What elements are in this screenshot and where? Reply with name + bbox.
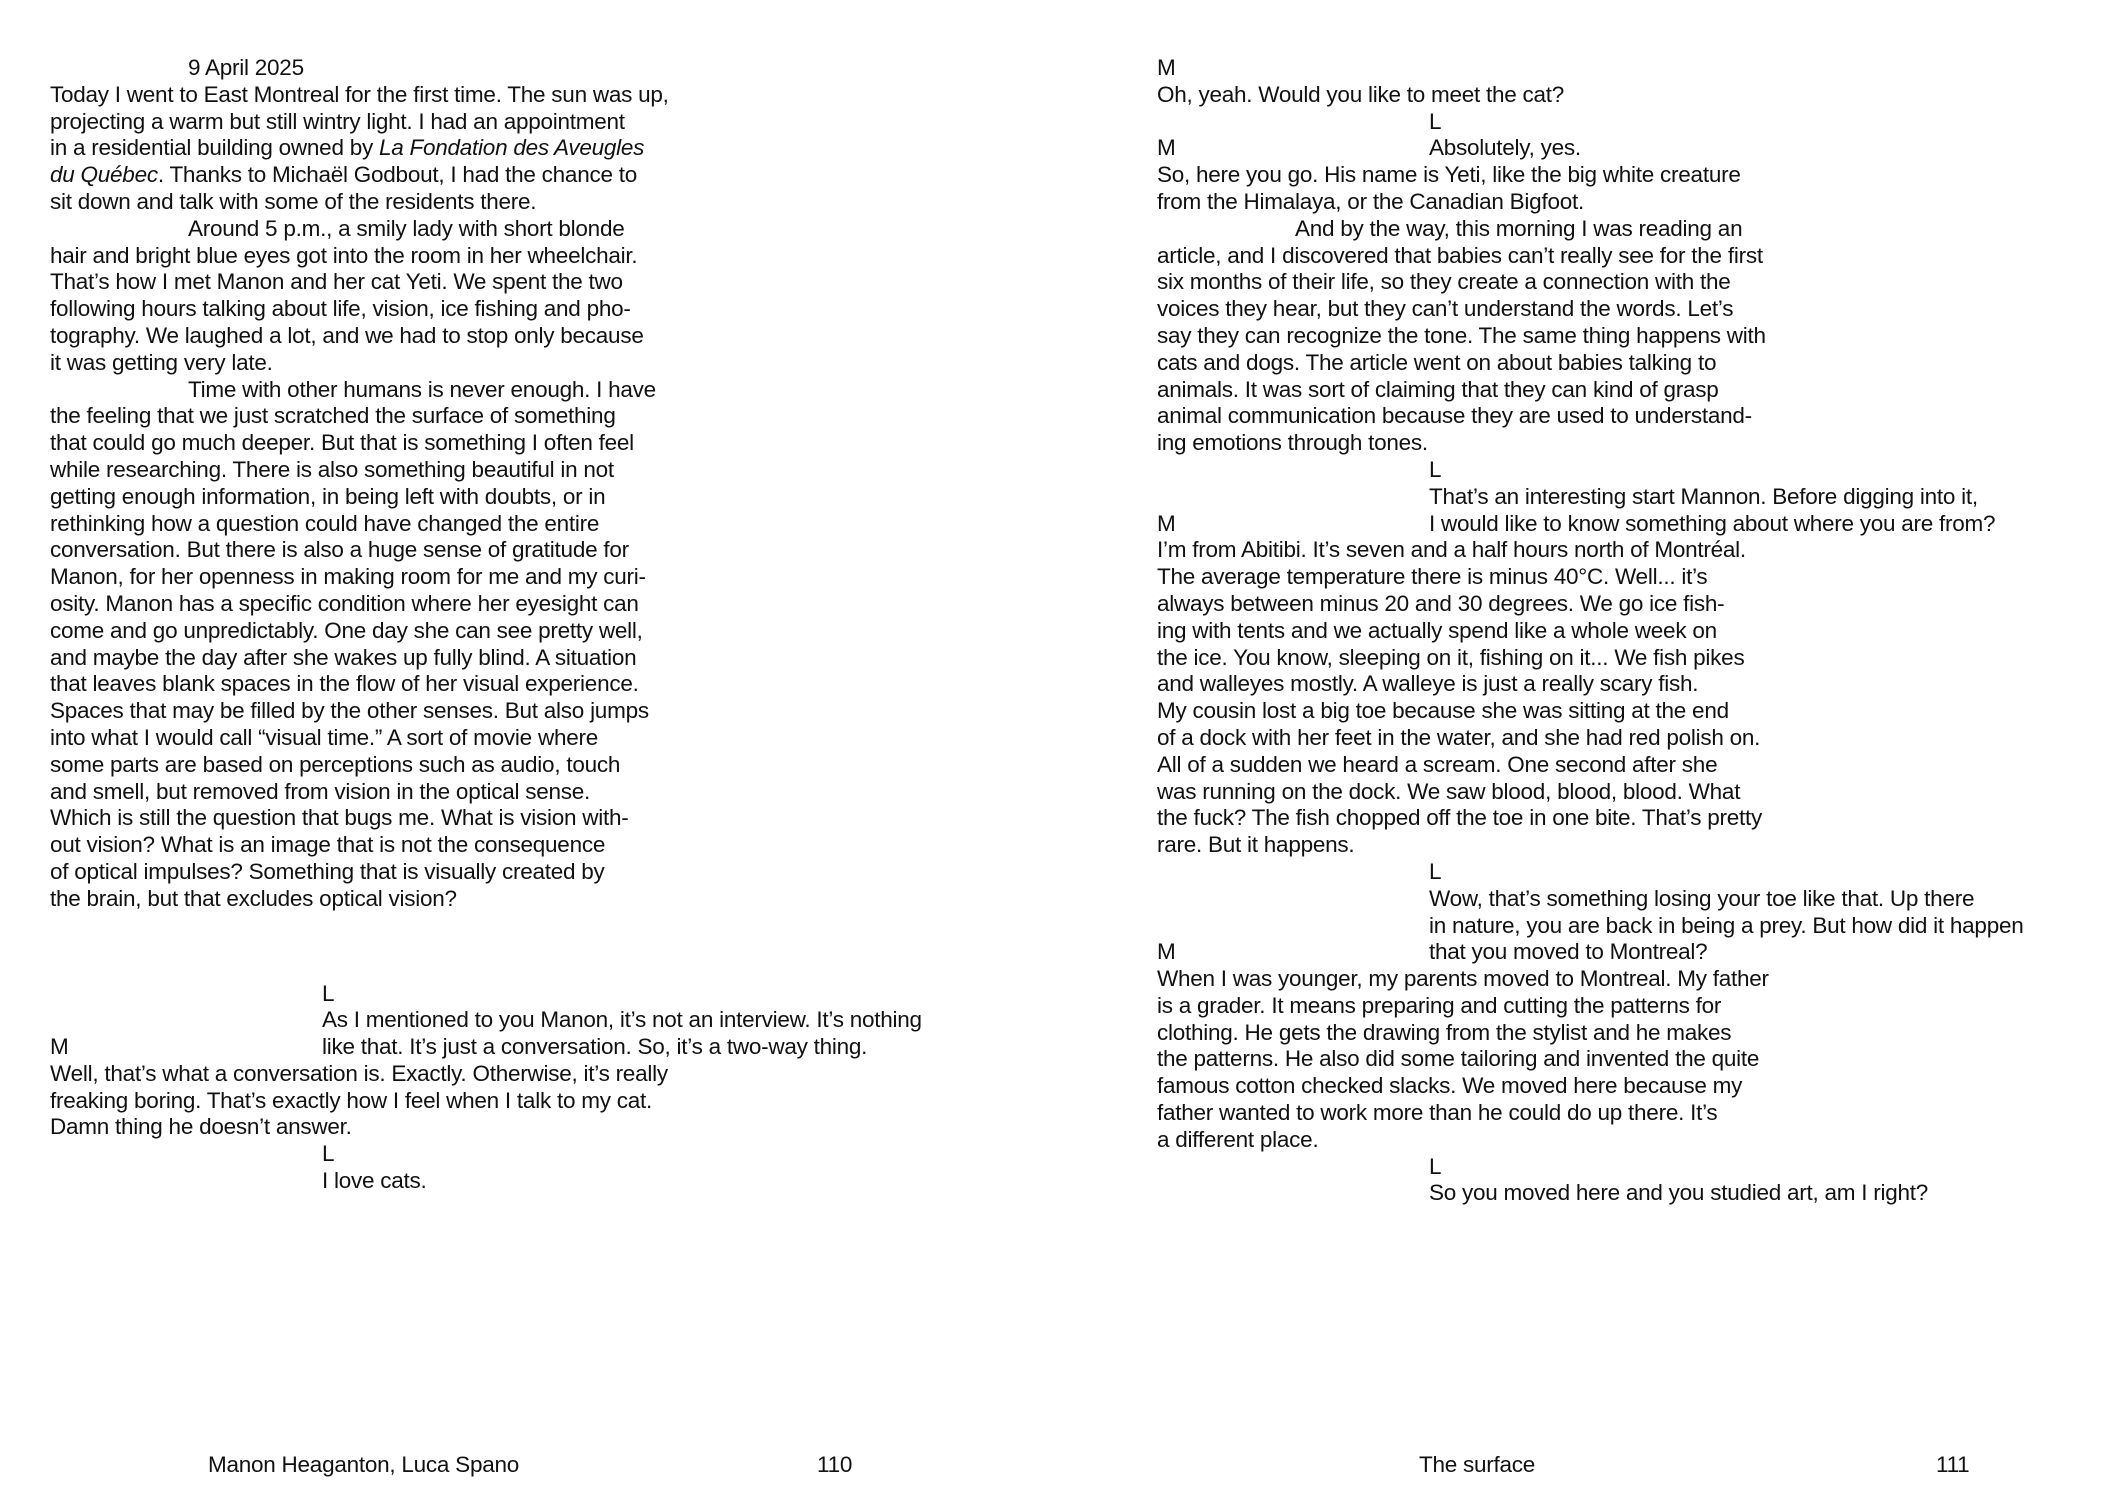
text-line <box>50 564 1030 591</box>
text-line <box>50 135 1030 162</box>
text-segment: six months of their life, so they create a connection with the <box>1157 269 1731 295</box>
text-line <box>50 1114 1030 1141</box>
text-line <box>1157 1073 2117 1100</box>
text-segment: that you moved to Montreal? <box>1429 939 1708 965</box>
text-line <box>50 162 1030 189</box>
text-line <box>1157 591 2117 618</box>
speaker-label: M <box>1157 939 1176 965</box>
speaker-label: M <box>1157 510 1176 536</box>
text-line <box>50 671 1030 698</box>
text-segment: My cousin lost a big toe because she was sitting at the end <box>1157 698 1729 724</box>
text-line <box>50 403 1030 430</box>
text-segment: So, here you go. His name is Yeti, like the big white creature <box>1157 162 1741 188</box>
text-segment: M <box>1157 55 1176 80</box>
text-segment: it was getting very late. <box>50 349 273 375</box>
text-line <box>1157 1020 2117 1047</box>
text-line <box>50 645 1030 672</box>
text-line <box>50 269 1030 296</box>
text-segment: the fuck? The fish chopped off the toe in one bite. That’s pretty <box>1157 805 1763 831</box>
text-line <box>50 216 1030 243</box>
text-segment: in nature, you are back in being a prey. But how did it happen <box>1429 912 2024 938</box>
text-line <box>1157 1127 2117 1154</box>
text-segment: out vision? What is an image that is not the consequence <box>50 832 606 858</box>
text-line <box>50 886 1030 913</box>
speaker-label-line <box>1157 859 2117 886</box>
text-segment: L <box>322 980 335 1006</box>
text-line <box>1157 913 2117 940</box>
speaker-label-line <box>50 1141 1030 1168</box>
text-segment: and walleyes mostly. A walleye is just a really scary fish. <box>1157 671 1699 697</box>
text-line <box>1157 832 2117 859</box>
text-segment: is a grader. It means preparing and cutting the patterns for <box>1157 992 1722 1018</box>
text-segment: 9 April 2025 <box>188 55 304 80</box>
text-line <box>1157 645 2117 672</box>
text-line <box>1157 1046 2117 1073</box>
text-segment: hair and bright blue eyes got into the room in her wheelchair. <box>50 242 638 268</box>
text-segment: from the Himalaya, or the Canadian Bigfoot. <box>1157 188 1584 214</box>
text-segment: Absolutely, yes. <box>1429 135 1581 161</box>
left-page-text <box>50 55 1030 1195</box>
text-segment: that leaves blank spaces in the flow of her visual experience. <box>50 671 639 697</box>
text-line <box>1157 216 2117 243</box>
text-line <box>50 725 1030 752</box>
text-segment: I’m from Abitibi. It’s seven and a half hours north of Montréal. <box>1157 537 1746 563</box>
text-line <box>50 511 1030 538</box>
text-line <box>50 591 1030 618</box>
text-segment: That’s an interesting start Mannon. Before digging into it, <box>1429 483 1978 509</box>
text-line <box>50 377 1030 404</box>
text-segment: The average temperature there is minus 40°C. Well... it’s <box>1157 564 1708 590</box>
right-footer-title: The surface <box>1419 1452 1536 1477</box>
text-segment: always between minus 20 and 30 degrees. We go ice fish- <box>1157 590 1725 616</box>
text-segment: tography. We laughed a lot, and we had to stop only because <box>50 322 644 348</box>
text-segment: conversation. But there is also a huge sense of gratitude for <box>50 537 629 563</box>
text-segment: rare. But it happens. <box>1157 832 1355 858</box>
text-line <box>50 1168 1030 1195</box>
text-segment: So you moved here and you studied art, am I right? <box>1429 1180 1929 1206</box>
text-line <box>1157 430 2117 457</box>
right-page-number: 111 <box>1936 1452 1970 1477</box>
text-segment: Manon, for her openness in making room for me and my curi- <box>50 564 646 590</box>
text-line <box>50 350 1030 377</box>
text-line <box>1157 296 2117 323</box>
text-segment: the ice. You know, sleeping on it, fishing on it... We fish pikes <box>1157 644 1745 670</box>
text-segment: the patterns. He also did some tailoring and invented the quite <box>1157 1046 1760 1072</box>
text-line <box>50 859 1030 886</box>
text-segment: Which is still the question that bugs me. What is vision with- <box>50 805 629 831</box>
text-line <box>1157 350 2117 377</box>
text-segment: L <box>1429 456 1442 482</box>
text-segment: a different place. <box>1157 1126 1319 1152</box>
text-line <box>1157 725 2117 752</box>
text-segment: article, and I discovered that babies can’t really see for the first <box>1157 242 1763 268</box>
text-segment: like that. It’s just a conversation. So, it’s a two-way thing. <box>322 1034 868 1060</box>
text-line <box>1157 939 2117 966</box>
text-line <box>1157 243 2117 270</box>
text-segment: Oh, yeah. Would you like to meet the cat? <box>1157 81 1565 107</box>
text-segment: As I mentioned to you Manon, it’s not an interview. It’s nothing <box>322 1007 922 1033</box>
text-line <box>50 1034 1030 1061</box>
text-line <box>1157 269 2117 296</box>
text-segment: Wow, that’s something losing your toe like that. Up there <box>1429 885 1975 911</box>
text-line <box>1157 377 2117 404</box>
text-line <box>50 779 1030 806</box>
speaker-label: M <box>50 1034 69 1060</box>
text-line <box>50 832 1030 859</box>
text-segment: All of a sudden we heard a scream. One second after she <box>1157 751 1718 777</box>
text-segment: some parts are based on perceptions such as audio, touch <box>50 751 621 777</box>
text-segment: osity. Manon has a specific condition where her eyesight can <box>50 590 639 616</box>
text-segment: I would like to know something about where you are from? <box>1429 510 1996 536</box>
text-segment: getting enough information, in being left with doubts, or in <box>50 483 606 509</box>
text-line <box>50 55 1030 82</box>
text-line <box>1157 82 2117 109</box>
text-line <box>50 618 1030 645</box>
text-segment: and smell, but removed from vision in the optical sense. <box>50 778 591 804</box>
text-segment: When I was younger, my parents moved to Montreal. My father <box>1157 966 1769 992</box>
text-segment: say they can recognize the tone. The same thing happens with <box>1157 322 1766 348</box>
italic-text-segment: La Fondation des Aveugles <box>378 135 645 161</box>
text-segment: cats and dogs. The article went on about babies talking to <box>1157 349 1717 375</box>
text-line <box>50 1061 1030 1088</box>
text-line <box>50 805 1030 832</box>
text-line <box>1157 323 2117 350</box>
left-footer-title: Manon Heaganton, Luca Spano <box>208 1452 519 1477</box>
text-segment: Around 5 p.m., a smily lady with short blonde <box>188 215 625 241</box>
text-line <box>50 323 1030 350</box>
text-segment: projecting a warm but still wintry light. I had an appointment <box>50 108 625 134</box>
text-line <box>50 752 1030 779</box>
text-segment: L <box>1429 108 1442 134</box>
text-segment: And by the way, this morning I was reading an <box>1295 215 1743 241</box>
speaker-label-line <box>1157 55 2117 82</box>
text-segment: while researching. There is also something beautiful in not <box>50 456 614 482</box>
text-segment: Today I went to East Montreal for the first time. The sun was up, <box>50 81 669 107</box>
speaker-label-line <box>50 981 1030 1008</box>
text-segment: in a residential building owned by <box>50 135 379 161</box>
text-segment: come and go unpredictably. One day she can see pretty well, <box>50 617 643 643</box>
text-segment: Spaces that may be filled by the other senses. But also jumps <box>50 698 649 724</box>
text-line <box>1157 537 2117 564</box>
text-line <box>1157 671 2117 698</box>
text-segment: into what I would call “visual time.” A sort of movie where <box>50 724 598 750</box>
speaker-label-line <box>1157 457 2117 484</box>
text-line <box>1157 698 2117 725</box>
text-segment: . Thanks to Michaël Godbout, I had the chance to <box>157 162 637 188</box>
text-line <box>50 296 1030 323</box>
text-line <box>1157 564 2117 591</box>
text-segment: father wanted to work more than he could do up there. It’s <box>1157 1100 1718 1126</box>
text-line <box>50 537 1030 564</box>
text-segment: of optical impulses? Something that is visually created by <box>50 858 605 884</box>
text-segment: animals. It was sort of claiming that they can kind of grasp <box>1157 376 1719 402</box>
text-segment: famous cotton checked slacks. We moved here because my <box>1157 1073 1743 1099</box>
text-segment: that could go much deeper. But that is something I often feel <box>50 430 634 456</box>
text-line <box>1157 752 2117 779</box>
text-line <box>1157 1100 2117 1127</box>
text-segment: sit down and talk with some of the residents there. <box>50 188 537 214</box>
text-segment: the feeling that we just scratched the surface of something <box>50 403 616 429</box>
text-line <box>1157 135 2117 162</box>
text-line <box>1157 189 2117 216</box>
text-line <box>1157 618 2117 645</box>
speaker-label: M <box>1157 135 1176 161</box>
text-line <box>50 189 1030 216</box>
text-line <box>1157 484 2117 511</box>
text-segment: freaking boring. That’s exactly how I feel when I talk to my cat. <box>50 1087 652 1113</box>
italic-text-segment: du Québec <box>50 162 158 188</box>
text-segment: ing emotions through tones. <box>1157 430 1428 456</box>
text-line <box>50 1088 1030 1115</box>
text-segment: ing with tents and we actually spend like a whole week on <box>1157 617 1717 643</box>
text-line <box>1157 993 2117 1020</box>
text-segment: of a dock with her feet in the water, and she had red polish on. <box>1157 724 1761 750</box>
text-segment: L <box>322 1141 335 1167</box>
text-segment: animal communication because they are used to understand- <box>1157 403 1752 429</box>
speaker-label-line <box>1157 1154 2117 1181</box>
text-segment: and maybe the day after she wakes up fully blind. A situation <box>50 644 637 670</box>
text-segment: clothing. He gets the drawing from the stylist and he makes <box>1157 1019 1732 1045</box>
text-line <box>1157 805 2117 832</box>
text-segment: Time with other humans is never enough. I have <box>188 376 656 402</box>
text-segment: voices they hear, but they can’t understand the words. Let’s <box>1157 296 1734 322</box>
text-line <box>50 82 1030 109</box>
text-line <box>50 243 1030 270</box>
text-line <box>1157 511 2117 538</box>
paragraph-gap <box>50 913 1030 981</box>
text-line <box>1157 162 2117 189</box>
text-line <box>50 698 1030 725</box>
text-segment: I love cats. <box>322 1168 427 1194</box>
text-segment: the brain, but that excludes optical vision? <box>50 885 457 911</box>
text-line <box>50 1007 1030 1034</box>
text-line <box>1157 1180 2117 1207</box>
text-segment: Damn thing he doesn’t answer. <box>50 1114 352 1140</box>
text-segment: was running on the dock. We saw blood, blood, blood. What <box>1157 778 1741 804</box>
text-segment: L <box>1429 858 1442 884</box>
text-line <box>50 457 1030 484</box>
text-line <box>50 484 1030 511</box>
text-segment: following hours talking about life, vision, ice fishing and pho- <box>50 296 631 322</box>
right-page-text <box>1157 55 2117 1207</box>
text-line <box>1157 966 2117 993</box>
text-segment: Well, that’s what a conversation is. Exactly. Otherwise, it’s really <box>50 1060 668 1086</box>
speaker-label-line <box>1157 109 2117 136</box>
text-line <box>1157 779 2117 806</box>
text-segment: rethinking how a question could have changed the entire <box>50 510 600 536</box>
text-line <box>50 430 1030 457</box>
text-line <box>1157 403 2117 430</box>
left-page-number: 110 <box>817 1452 853 1477</box>
text-line <box>50 109 1030 136</box>
text-segment: That’s how I met Manon and her cat Yeti. We spent the two <box>50 269 623 295</box>
text-line <box>1157 886 2117 913</box>
text-segment: L <box>1429 1153 1442 1179</box>
